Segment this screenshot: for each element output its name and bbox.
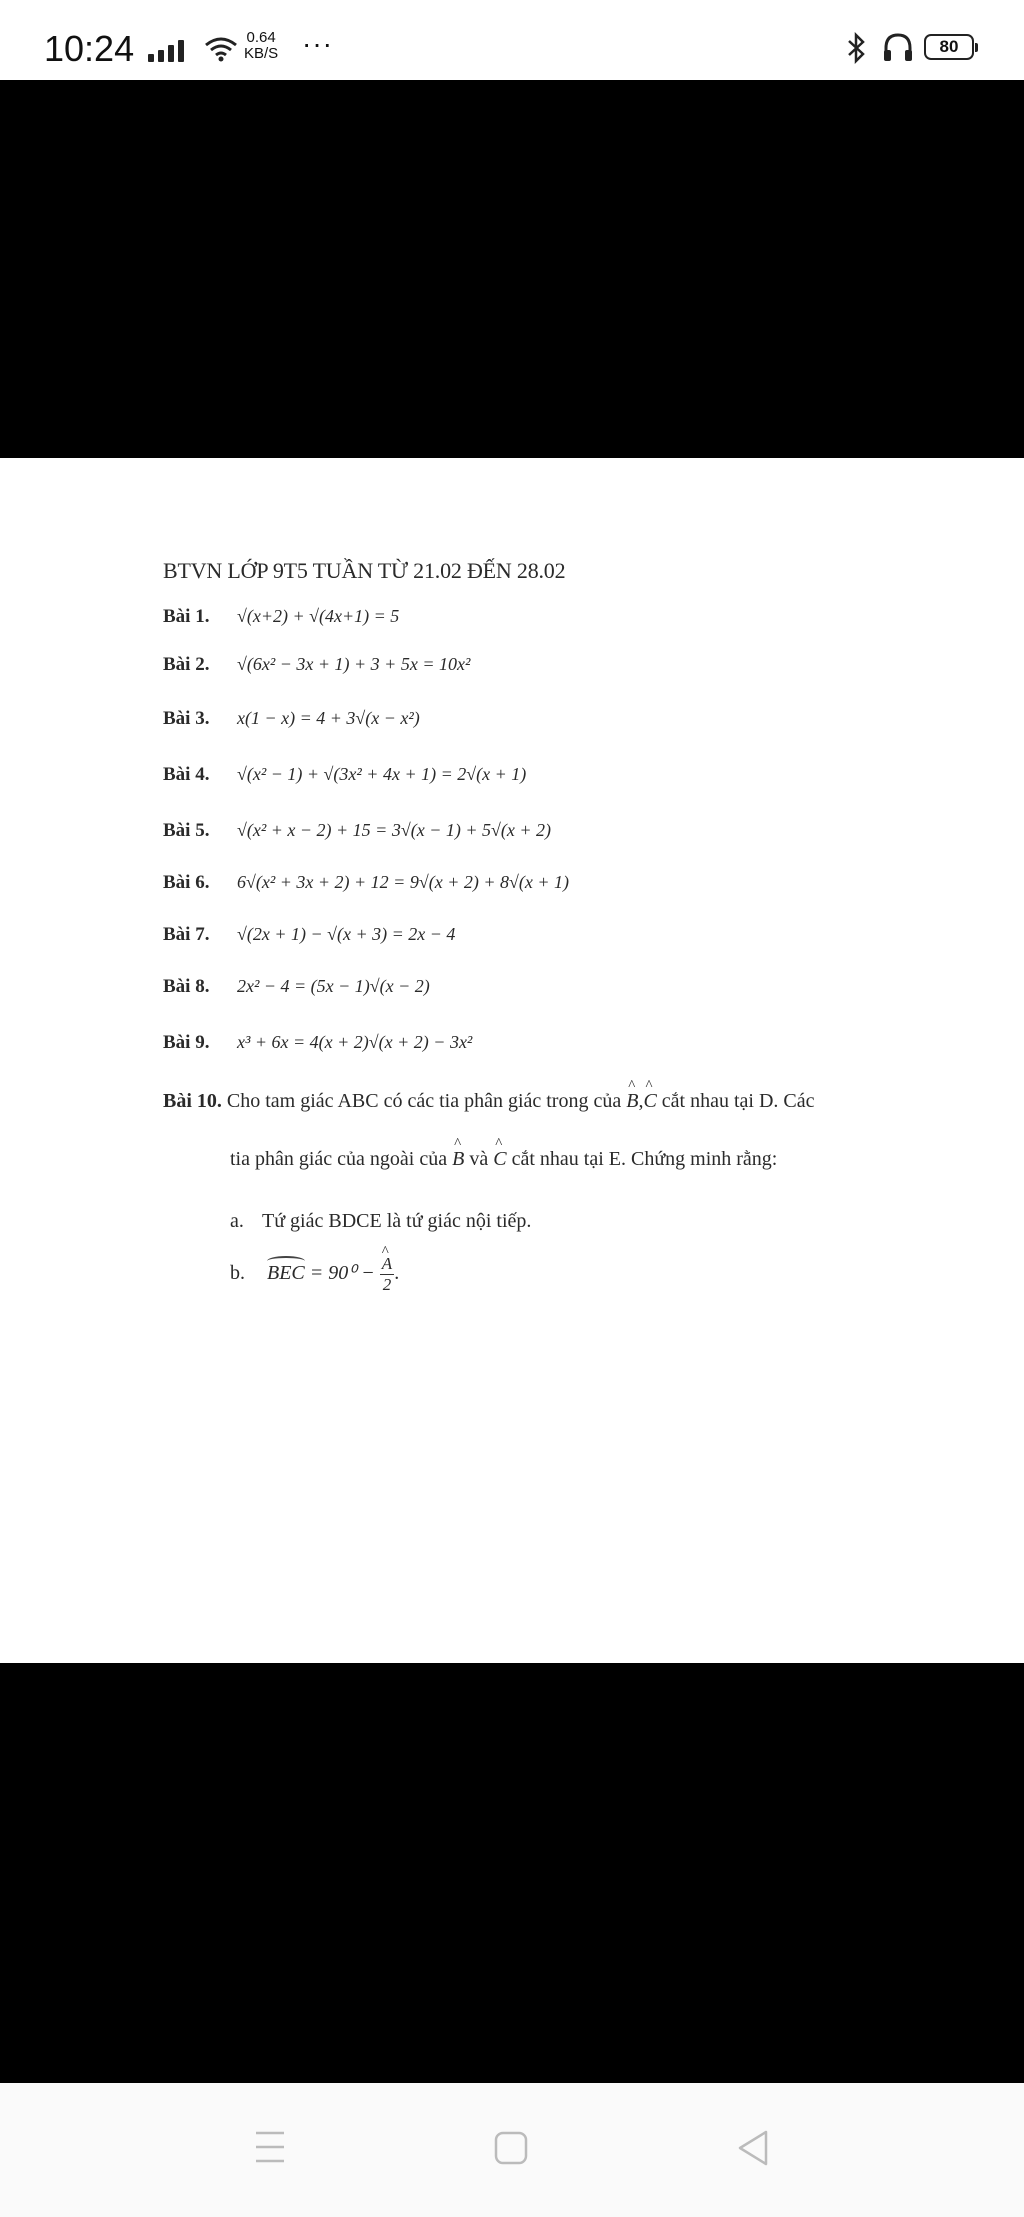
home-icon[interactable] xyxy=(494,2131,528,2165)
bottom-black-area xyxy=(0,1663,1024,2083)
network-speed: 0.64 KB/S xyxy=(244,29,279,62)
headphones-icon xyxy=(882,32,914,62)
exercise-10-line-2: tia phân giác của ngoài của ^ B và ^ C cắt nhau tại E. Chứng minh rằng: xyxy=(230,1148,777,1171)
exercise-10-part-b: b. BEC = 90⁰ − ^ $\frac{A}{2}$ . xyxy=(230,1254,399,1295)
angle-c: ^ C xyxy=(643,1090,656,1113)
exercise-2 xyxy=(163,654,470,676)
wifi-icon xyxy=(204,36,238,62)
more-notifications: ··· xyxy=(302,28,333,59)
angle-b: ^ B xyxy=(452,1148,464,1171)
angle-c: ^ C xyxy=(493,1148,506,1171)
exercise-label: Bài 10. xyxy=(163,1090,222,1112)
exercise-label: Bài 7. xyxy=(163,924,210,945)
navigation-bar xyxy=(0,2083,1024,2217)
exercise-5 xyxy=(163,820,551,842)
exercise-label: Bài 4. xyxy=(163,764,210,785)
exercise-equation: x(1 − x) = 4 + 3√(x − x²) xyxy=(237,708,420,728)
exercise-6 xyxy=(163,872,569,894)
exercise-9 xyxy=(163,1032,472,1054)
page-title: BTVN LỚP 9T5 TUẦN TỪ 21.02 ĐẾN 28.02 xyxy=(163,558,566,583)
exercise-equation: x³ + 6x = 4(x + 2)√(x + 2) − 3x² xyxy=(237,1032,473,1052)
exercise-8 xyxy=(163,976,430,998)
angle-b: ^ B xyxy=(626,1090,638,1113)
exercise-equation: 2x² − 4 = (5x − 1)√(x − 2) xyxy=(237,976,430,996)
signal-icon xyxy=(148,40,184,62)
exercise-label: Bài 3. xyxy=(163,708,210,729)
exercise-label: Bài 1. xyxy=(163,606,210,627)
exercise-label: Bài 6. xyxy=(163,872,210,893)
exercise-7 xyxy=(163,924,455,946)
exercise-10-part-a: a. Tứ giác BDCE là tứ giác nội tiếp. xyxy=(230,1210,532,1232)
bluetooth-icon xyxy=(846,32,868,64)
battery-indicator: 80 xyxy=(924,34,974,60)
angle-bec: BEC xyxy=(267,1262,305,1285)
exercise-label: Bài 5. xyxy=(163,820,210,841)
back-icon[interactable] xyxy=(736,2129,770,2167)
fraction-a-over-2: ^ $\frac{A}{2}$ xyxy=(380,1254,394,1295)
exercise-label: Bài 9. xyxy=(163,1032,210,1053)
exercise-equation: √(2x + 1) − √(x + 3) = 2x − 4 xyxy=(237,924,456,944)
exercise-label: Bài 2. xyxy=(163,654,210,675)
exercise-equation: √(6x² − 3x + 1) + 3 + 5x = 10x² xyxy=(237,654,471,674)
exercise-equation: √(x² − 1) + √(3x² + 4x + 1) = 2√(x + 1) xyxy=(237,764,527,784)
document-page xyxy=(0,458,1024,1663)
exercise-equation: √(x² + x − 2) + 15 = 3√(x − 1) + 5√(x + 2) xyxy=(237,820,551,840)
exercise-3 xyxy=(163,708,420,730)
exercise-equation: √(x+2) + √(4x+1) = 5 xyxy=(237,606,400,626)
top-black-area xyxy=(0,80,1024,458)
exercise-4 xyxy=(163,764,526,786)
exercise-label: Bài 8. xyxy=(163,976,210,997)
status-bar xyxy=(0,0,1024,80)
menu-icon[interactable] xyxy=(254,2129,286,2165)
clock: 10:24 xyxy=(44,28,135,69)
exercise-1 xyxy=(163,606,399,628)
exercise-10-line-1: Bài 10. Cho tam giác ABC có các tia phân giác trong của ^ B,^ C cắt nhau tại D. Các xyxy=(163,1090,815,1113)
exercise-equation: 6√(x² + 3x + 2) + 12 = 9√(x + 2) + 8√(x + 1) xyxy=(237,872,569,892)
